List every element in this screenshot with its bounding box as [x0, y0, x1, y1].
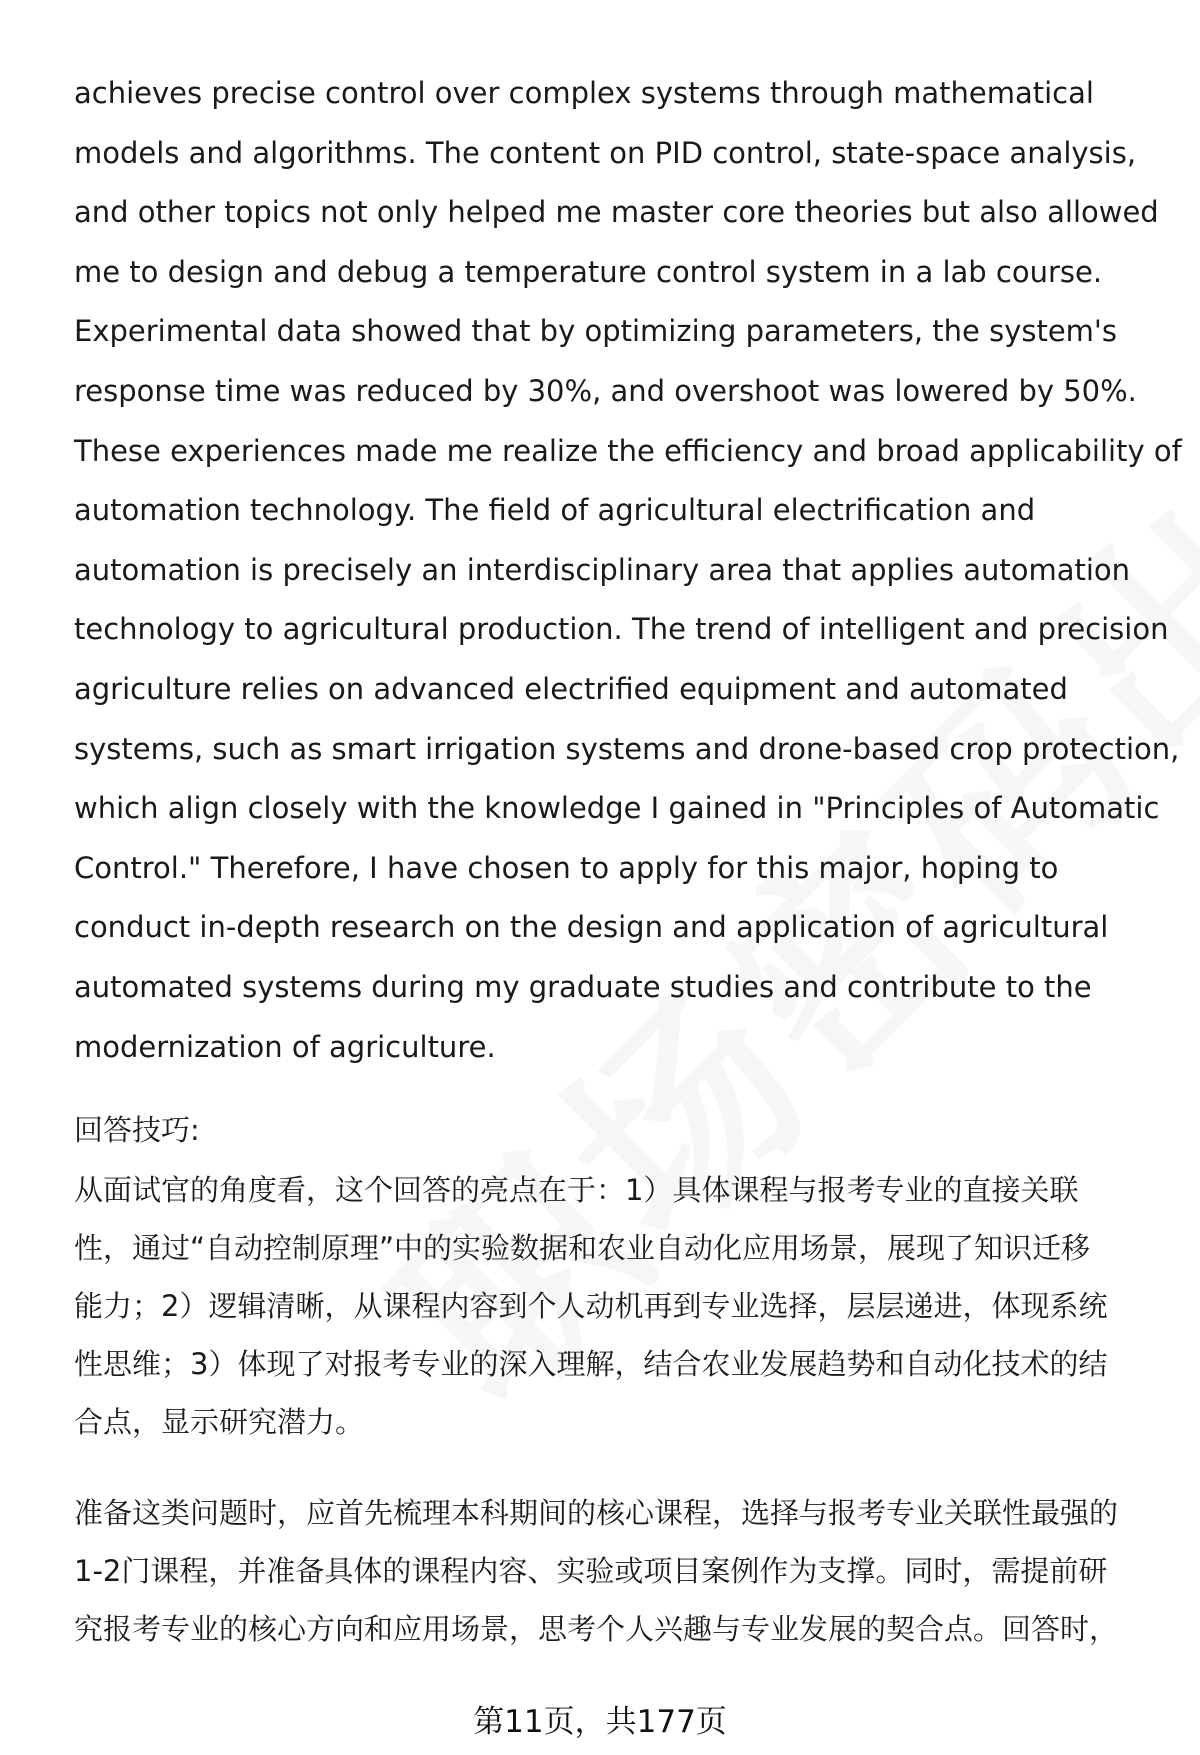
text-line: 准备这类问题时，应首先梳理本科期间的核心课程，选择与报考专业关联性最强的: [74, 1496, 1119, 1530]
english-answer-paragraph: [74, 64, 1182, 1077]
text-line: 性思维；3）体现了对报考专业的深入理解，结合农业发展趋势和自动化技术的结: [74, 1347, 1108, 1381]
text-line: and other topics not only helped me master core theories but also allowed: [74, 195, 1159, 230]
text-line: me to design and debug a temperature control system in a lab course.: [74, 254, 1103, 289]
text-line: technology to agricultural production. The trend of intelligent and precision: [74, 612, 1169, 647]
text-line: automation is precisely an interdisciplinary area that applies automation: [74, 552, 1131, 587]
text-line: 究报考专业的核心方向和应用场景，思考个人兴趣与专业发展的契合点。回答时，: [74, 1612, 1119, 1646]
text-line: 1-2门课程，并准备具体的课程内容、实验或项目案例作为支撑。同时，需提前研: [74, 1554, 1108, 1588]
text-line: 合点，显示研究潜力。: [74, 1405, 365, 1439]
text-line: achieves precise control over complex systems through mathematical: [74, 76, 1094, 110]
text-line: modernization of agriculture.: [74, 1029, 496, 1064]
text-line: 从面试官的角度看，这个回答的亮点在于：1）具体课程与报考专业的直接关联: [74, 1173, 1079, 1207]
page-number-footer: 第11页，共177页: [473, 1704, 727, 1740]
text-line: Experimental data showed that by optimizing parameters, the system's: [74, 314, 1118, 349]
text-line: models and algorithms. The content on PID control, state-space analysis,: [74, 135, 1137, 170]
text-line: response time was reduced by 30%, and overshoot was lowered by 50%.: [74, 373, 1137, 408]
tips-paragraph-2: [74, 1484, 1154, 1658]
text-line: automation technology. The field of agricultural electrification and: [74, 493, 1036, 528]
text-line: which align closely with the knowledge I gained in "Principles of Automatic: [74, 791, 1160, 826]
text-line: 能力；2）逻辑清晰，从课程内容到个人动机再到专业选择，层层递进，体现系统: [74, 1289, 1108, 1323]
text-line: automated systems during my graduate studies and contribute to the: [74, 969, 1092, 1004]
text-line: 性，通过“自动控制原理”中的实验数据和农业自动化应用场景，展现了知识迁移: [74, 1231, 1091, 1265]
text-line: agriculture relies on advanced electrified equipment and automated: [74, 671, 1068, 706]
text-line: conduct in-depth research on the design and application of agricultural: [74, 910, 1109, 945]
text-line: These experiences made me realize the efficiency and broad applicability of: [74, 433, 1182, 468]
tips-paragraph-1: [74, 1161, 1154, 1451]
text-line: systems, such as smart irrigation systems and drone-based crop protection,: [74, 731, 1180, 766]
tips-heading: 回答技巧:: [74, 1113, 200, 1147]
text-line: Control." Therefore, I have chosen to apply for this major, hoping to: [74, 850, 1059, 885]
